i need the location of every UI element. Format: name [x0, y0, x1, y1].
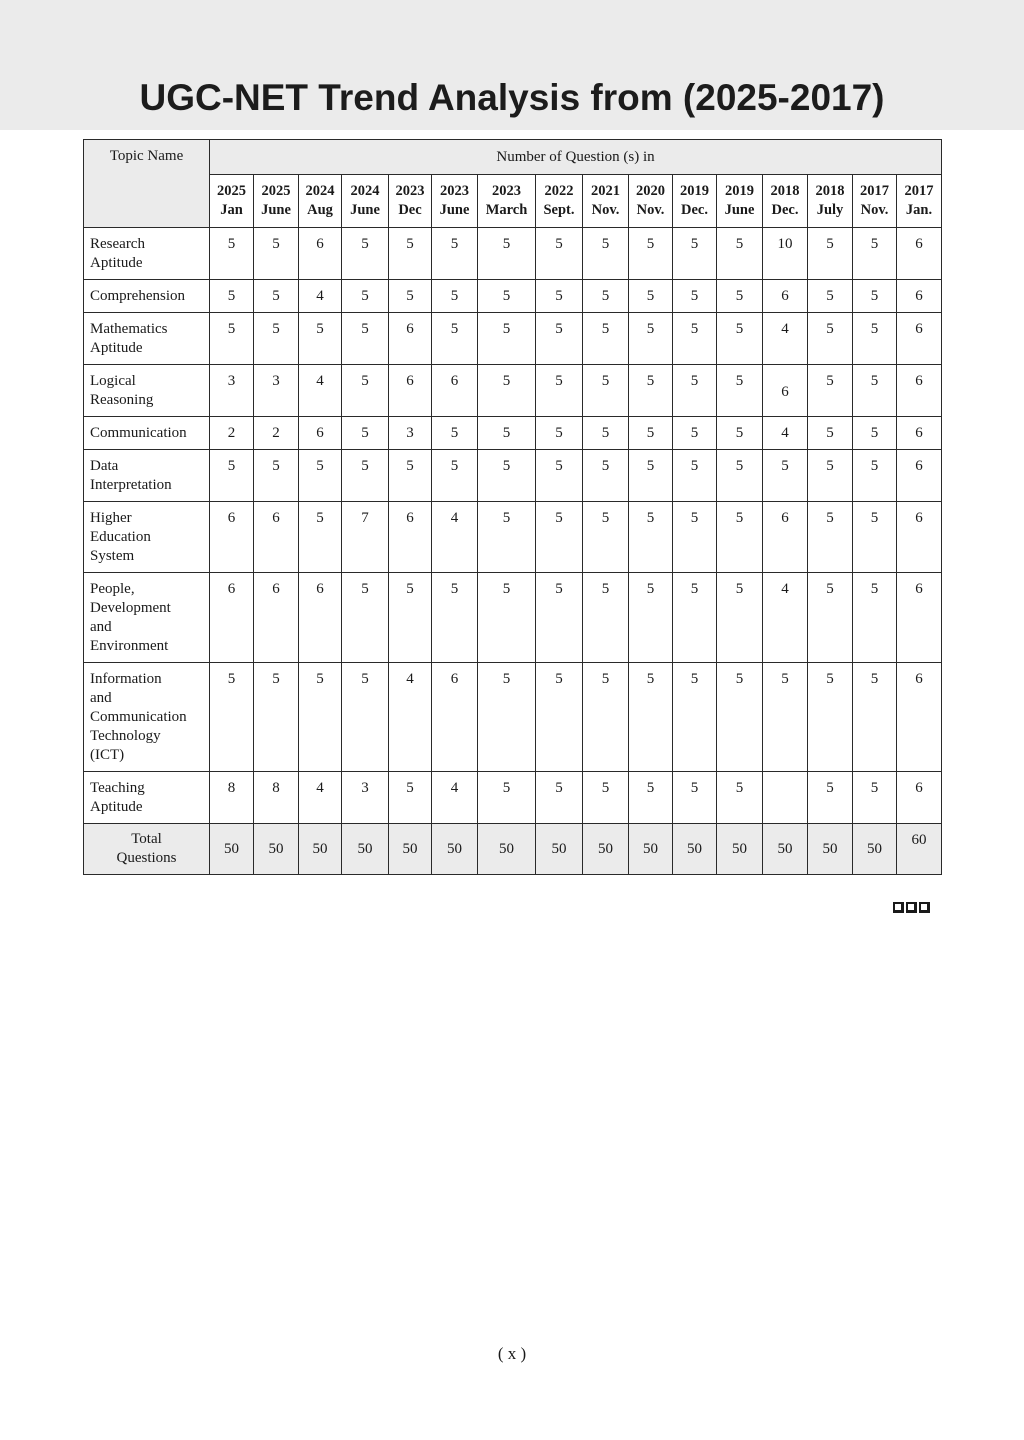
question-count-cell: 4 [763, 417, 808, 450]
end-box-icon [906, 902, 917, 913]
total-value-cell: 50 [583, 824, 629, 875]
question-count-cell: 4 [299, 772, 342, 824]
question-count-cell: 5 [389, 772, 432, 824]
question-count-cell: 5 [342, 365, 389, 417]
question-count-cell: 5 [432, 313, 478, 365]
table-row [84, 450, 942, 502]
question-count-cell: 6 [897, 772, 942, 824]
question-count-cell: 5 [808, 313, 853, 365]
question-count-cell: 5 [478, 772, 536, 824]
period-session: Dec. [681, 202, 708, 218]
question-count-cell: 5 [853, 450, 897, 502]
topic-name-line: People, [90, 581, 135, 597]
question-count-cell: 6 [299, 417, 342, 450]
topic-name-line: Reasoning [90, 392, 154, 408]
period-header [629, 175, 673, 228]
end-box-icon [893, 902, 904, 913]
period-header [478, 175, 536, 228]
topic-name-line: and [90, 690, 112, 706]
question-count-cell: 5 [478, 365, 536, 417]
total-label-line: Questions [116, 850, 177, 866]
period-header [254, 175, 299, 228]
period-year: 2019 [725, 183, 754, 199]
question-count-cell: 5 [629, 663, 673, 772]
page-number: ( x ) [497, 1344, 527, 1363]
total-value-cell: 50 [432, 824, 478, 875]
question-count-cell: 4 [389, 663, 432, 772]
question-count-cell: 5 [808, 573, 853, 663]
question-count-cell: 5 [478, 573, 536, 663]
question-count-cell: 5 [629, 417, 673, 450]
period-year: 2019 [680, 183, 709, 199]
table-row [84, 663, 942, 772]
question-count-cell: 4 [763, 573, 808, 663]
question-count-cell: 5 [629, 313, 673, 365]
question-count-cell: 5 [808, 450, 853, 502]
end-of-section-marks [893, 902, 941, 916]
question-count-cell: 5 [536, 228, 583, 280]
question-count-cell: 5 [717, 502, 763, 573]
period-year: 2020 [636, 183, 665, 199]
question-count-cell: 5 [342, 280, 389, 313]
question-count-cell: 5 [629, 502, 673, 573]
question-count-cell: 5 [478, 450, 536, 502]
question-count-cell: 5 [853, 417, 897, 450]
topic-cell [84, 573, 210, 663]
question-count-cell: 5 [717, 417, 763, 450]
topic-name-line: Aptitude [90, 340, 143, 356]
question-count-cell: 5 [673, 417, 717, 450]
question-count-cell: 5 [808, 365, 853, 417]
topic-name-line: Aptitude [90, 255, 143, 271]
question-count-cell: 5 [808, 772, 853, 824]
question-count-cell: 5 [210, 450, 254, 502]
topic-name-line: Comprehension [90, 288, 185, 304]
question-count-cell: 5 [808, 228, 853, 280]
topic-cell [84, 313, 210, 365]
question-count-cell: 5 [254, 228, 299, 280]
question-count-cell: 5 [478, 417, 536, 450]
question-count-cell: 5 [583, 573, 629, 663]
period-year: 2025 [217, 183, 246, 199]
question-count-cell: 6 [299, 573, 342, 663]
topic-cell [84, 772, 210, 824]
page-title: UGC-NET Trend Analysis from (2025-2017) [139, 77, 885, 118]
period-header [210, 175, 254, 228]
period-header [583, 175, 629, 228]
period-header [897, 175, 942, 228]
period-year: 2025 [261, 183, 291, 199]
period-session: Jan. [905, 202, 933, 218]
period-year: 2018 [815, 183, 845, 199]
period-header [808, 175, 853, 228]
question-count-cell: 5 [210, 280, 254, 313]
question-count-cell: 5 [717, 313, 763, 365]
question-count-cell: 5 [808, 502, 853, 573]
total-value-cell: 50 [478, 824, 536, 875]
topic-name-line: Teaching [90, 780, 145, 796]
period-header [673, 175, 717, 228]
question-count-cell: 5 [254, 663, 299, 772]
table-row [84, 772, 942, 824]
question-count-cell: 6 [897, 663, 942, 772]
table-row [84, 365, 942, 417]
question-count-cell: 5 [853, 228, 897, 280]
question-count-cell: 6 [299, 228, 342, 280]
table-row [84, 502, 942, 573]
period-session: Nov. [860, 202, 889, 218]
question-count-cell: 5 [299, 450, 342, 502]
question-count-cell: 5 [853, 280, 897, 313]
question-count-cell: 5 [583, 280, 629, 313]
header-row-group [84, 140, 942, 175]
question-count-cell: 5 [763, 450, 808, 502]
period-session: March [485, 202, 528, 218]
total-value-cell: 50 [299, 824, 342, 875]
topic-cell [84, 417, 210, 450]
total-value-cell: 60 [897, 824, 942, 875]
question-count-cell: 5 [583, 417, 629, 450]
total-value-cell: 50 [853, 824, 897, 875]
question-count-cell: 5 [853, 573, 897, 663]
question-count-cell: 5 [808, 417, 853, 450]
period-session: Jan [220, 202, 243, 218]
question-count-cell: 5 [432, 417, 478, 450]
question-count-cell: 5 [432, 280, 478, 313]
question-count-cell: 5 [717, 772, 763, 824]
period-header [536, 175, 583, 228]
period-year: 2023 [395, 183, 425, 199]
total-label [84, 824, 210, 875]
question-count-cell: 5 [673, 573, 717, 663]
period-header [342, 175, 389, 228]
table-row [84, 573, 942, 663]
topic-name-line: Environment [90, 638, 169, 654]
question-count-cell: 3 [254, 365, 299, 417]
question-count-cell: 5 [432, 228, 478, 280]
total-label-line: Total [131, 831, 162, 847]
total-value-cell: 50 [536, 824, 583, 875]
question-count-header: Number of Question (s) in [210, 140, 942, 175]
table-row [84, 313, 942, 365]
topic-cell [84, 450, 210, 502]
question-count-cell: 6 [897, 450, 942, 502]
question-count-cell: 5 [583, 228, 629, 280]
question-count-cell: 5 [342, 417, 389, 450]
question-count-cell: 5 [853, 772, 897, 824]
total-value-cell: 50 [210, 824, 254, 875]
header-row-periods [84, 175, 942, 228]
question-count-cell: 5 [389, 280, 432, 313]
topic-name-line: Logical [90, 373, 136, 389]
question-count-cell: 5 [299, 663, 342, 772]
question-count-cell: 4 [432, 502, 478, 573]
question-count-cell: 5 [853, 502, 897, 573]
question-count-cell: 5 [478, 313, 536, 365]
question-count-cell: 5 [673, 772, 717, 824]
question-count-cell: 5 [629, 772, 673, 824]
period-header [432, 175, 478, 228]
question-count-cell: 6 [210, 573, 254, 663]
question-count-cell: 5 [808, 663, 853, 772]
question-count-cell: 5 [432, 573, 478, 663]
question-count-cell: 5 [210, 313, 254, 365]
period-year: 2021 [591, 183, 620, 199]
question-count-cell: 6 [432, 365, 478, 417]
topic-name-line: System [90, 548, 135, 564]
topic-name-line: Research [90, 236, 145, 252]
question-count-cell: 5 [583, 663, 629, 772]
topic-name-line: and [90, 619, 112, 635]
question-count-cell: 5 [536, 502, 583, 573]
question-count-cell: 6 [897, 280, 942, 313]
topic-name-line: Technology [90, 728, 161, 744]
topic-name-header: Topic Name [84, 140, 210, 228]
question-count-cell: 5 [673, 450, 717, 502]
question-count-cell: 5 [673, 502, 717, 573]
topic-name-line: Information [90, 671, 162, 687]
period-session: Nov. [591, 202, 620, 218]
question-count-cell: 4 [763, 313, 808, 365]
topic-name-line: Communication [90, 709, 187, 725]
question-count-cell: 6 [763, 365, 808, 417]
question-count-cell: 3 [210, 365, 254, 417]
question-count-cell: 5 [389, 228, 432, 280]
question-count-cell: 5 [536, 772, 583, 824]
question-count-cell: 6 [389, 502, 432, 573]
question-count-cell: 6 [254, 573, 299, 663]
total-value-cell: 50 [673, 824, 717, 875]
question-count-cell: 5 [629, 280, 673, 313]
period-session: June [439, 202, 470, 218]
question-count-cell [763, 772, 808, 824]
question-count-cell: 8 [254, 772, 299, 824]
total-value-cell: 50 [808, 824, 853, 875]
question-count-cell: 6 [897, 417, 942, 450]
question-count-cell: 5 [342, 573, 389, 663]
question-count-cell: 2 [210, 417, 254, 450]
topic-name-line: Aptitude [90, 799, 143, 815]
question-count-cell: 5 [536, 417, 583, 450]
total-value-cell: 50 [629, 824, 673, 875]
period-session: Aug [307, 202, 333, 218]
question-count-cell: 6 [897, 313, 942, 365]
question-count-cell: 5 [629, 573, 673, 663]
question-count-cell: 6 [763, 280, 808, 313]
question-count-cell: 7 [342, 502, 389, 573]
question-count-cell: 6 [897, 365, 942, 417]
question-count-cell: 5 [389, 450, 432, 502]
question-count-cell: 5 [673, 280, 717, 313]
topic-cell [84, 228, 210, 280]
question-count-cell: 5 [717, 663, 763, 772]
question-count-cell: 6 [210, 502, 254, 573]
question-count-cell: 4 [432, 772, 478, 824]
question-count-cell: 5 [583, 502, 629, 573]
question-count-cell: 5 [536, 313, 583, 365]
question-count-cell: 5 [342, 450, 389, 502]
question-count-cell: 5 [717, 280, 763, 313]
question-count-cell: 5 [583, 450, 629, 502]
question-count-cell: 5 [673, 663, 717, 772]
period-year: 2024 [305, 183, 335, 199]
question-count-cell: 5 [583, 772, 629, 824]
total-value-cell: 50 [254, 824, 299, 875]
question-count-cell: 5 [536, 365, 583, 417]
question-count-cell: 5 [629, 228, 673, 280]
question-count-cell: 6 [389, 313, 432, 365]
period-year: 2018 [770, 183, 800, 199]
question-count-cell: 3 [342, 772, 389, 824]
question-count-cell: 6 [389, 365, 432, 417]
period-session: June [350, 202, 380, 218]
total-row [84, 824, 942, 875]
table-row [84, 417, 942, 450]
question-count-cell: 5 [254, 280, 299, 313]
table-row [84, 280, 942, 313]
question-count-cell: 5 [629, 450, 673, 502]
question-count-cell: 5 [478, 280, 536, 313]
question-count-cell: 6 [897, 573, 942, 663]
total-value-cell: 50 [342, 824, 389, 875]
question-count-cell: 5 [536, 573, 583, 663]
topic-cell [84, 663, 210, 772]
question-count-cell: 5 [853, 313, 897, 365]
period-year: 2024 [350, 183, 380, 199]
period-session: Dec. [771, 202, 799, 218]
period-session: Sept. [543, 202, 575, 218]
period-header [853, 175, 897, 228]
period-session: Nov. [636, 202, 665, 218]
question-count-cell: 6 [763, 502, 808, 573]
question-count-cell: 5 [342, 663, 389, 772]
topic-name-line: Communication [90, 425, 187, 441]
question-count-cell: 5 [536, 280, 583, 313]
question-count-cell: 5 [536, 663, 583, 772]
question-count-cell: 5 [342, 228, 389, 280]
period-header [299, 175, 342, 228]
period-year: 2023 [492, 183, 521, 199]
topic-name-line: Development [90, 600, 171, 616]
question-count-cell: 5 [254, 313, 299, 365]
topic-cell [84, 502, 210, 573]
question-count-cell: 5 [763, 663, 808, 772]
topic-name-line: Mathematics [90, 321, 168, 337]
period-year: 2022 [544, 183, 574, 199]
period-year: 2023 [440, 183, 469, 199]
question-count-cell: 10 [763, 228, 808, 280]
question-count-cell: 5 [299, 502, 342, 573]
question-count-cell: 5 [210, 663, 254, 772]
question-count-cell: 5 [853, 663, 897, 772]
question-count-cell: 5 [389, 573, 432, 663]
question-count-cell: 5 [478, 228, 536, 280]
table-body [84, 228, 942, 875]
period-header [763, 175, 808, 228]
question-count-cell: 5 [717, 365, 763, 417]
topic-name-line: (ICT) [90, 747, 125, 763]
period-session: June [261, 202, 291, 218]
question-count-cell: 5 [478, 502, 536, 573]
period-year: 2017 [904, 183, 934, 199]
topic-name-line: Education [90, 529, 151, 545]
question-count-cell: 6 [897, 502, 942, 573]
question-count-cell: 5 [342, 313, 389, 365]
question-count-cell: 5 [583, 313, 629, 365]
question-count-cell: 5 [583, 365, 629, 417]
question-count-cell: 8 [210, 772, 254, 824]
topic-name-line: Data [90, 458, 119, 474]
table-row [84, 228, 942, 280]
question-count-cell: 5 [673, 365, 717, 417]
total-value-cell: 50 [389, 824, 432, 875]
question-count-cell: 5 [717, 228, 763, 280]
question-count-cell: 5 [629, 365, 673, 417]
period-session: June [724, 202, 755, 218]
question-count-cell: 5 [853, 365, 897, 417]
period-session: July [816, 202, 844, 218]
topic-cell [84, 365, 210, 417]
question-count-cell: 5 [210, 228, 254, 280]
end-box-icon [919, 902, 930, 913]
question-count-cell: 3 [389, 417, 432, 450]
question-count-cell: 4 [299, 365, 342, 417]
question-count-cell: 5 [478, 663, 536, 772]
topic-name-line: Interpretation [90, 477, 172, 493]
question-count-cell: 5 [432, 450, 478, 502]
question-count-cell: 5 [299, 313, 342, 365]
question-count-cell: 2 [254, 417, 299, 450]
question-count-cell: 4 [299, 280, 342, 313]
topic-name-line: Higher [90, 510, 132, 526]
question-count-cell: 5 [673, 313, 717, 365]
question-count-cell: 5 [254, 450, 299, 502]
period-header [717, 175, 763, 228]
total-value-cell: 50 [717, 824, 763, 875]
topic-cell [84, 280, 210, 313]
period-session: Dec [398, 202, 422, 218]
question-count-cell: 5 [808, 280, 853, 313]
trend-analysis-table [83, 139, 942, 875]
total-value-cell: 50 [763, 824, 808, 875]
question-count-cell: 5 [673, 228, 717, 280]
question-count-cell: 6 [432, 663, 478, 772]
period-year: 2017 [860, 183, 889, 199]
question-count-cell: 5 [717, 450, 763, 502]
question-count-cell: 5 [536, 450, 583, 502]
question-count-cell: 6 [254, 502, 299, 573]
question-count-cell: 6 [897, 228, 942, 280]
question-count-cell: 5 [717, 573, 763, 663]
period-header [389, 175, 432, 228]
